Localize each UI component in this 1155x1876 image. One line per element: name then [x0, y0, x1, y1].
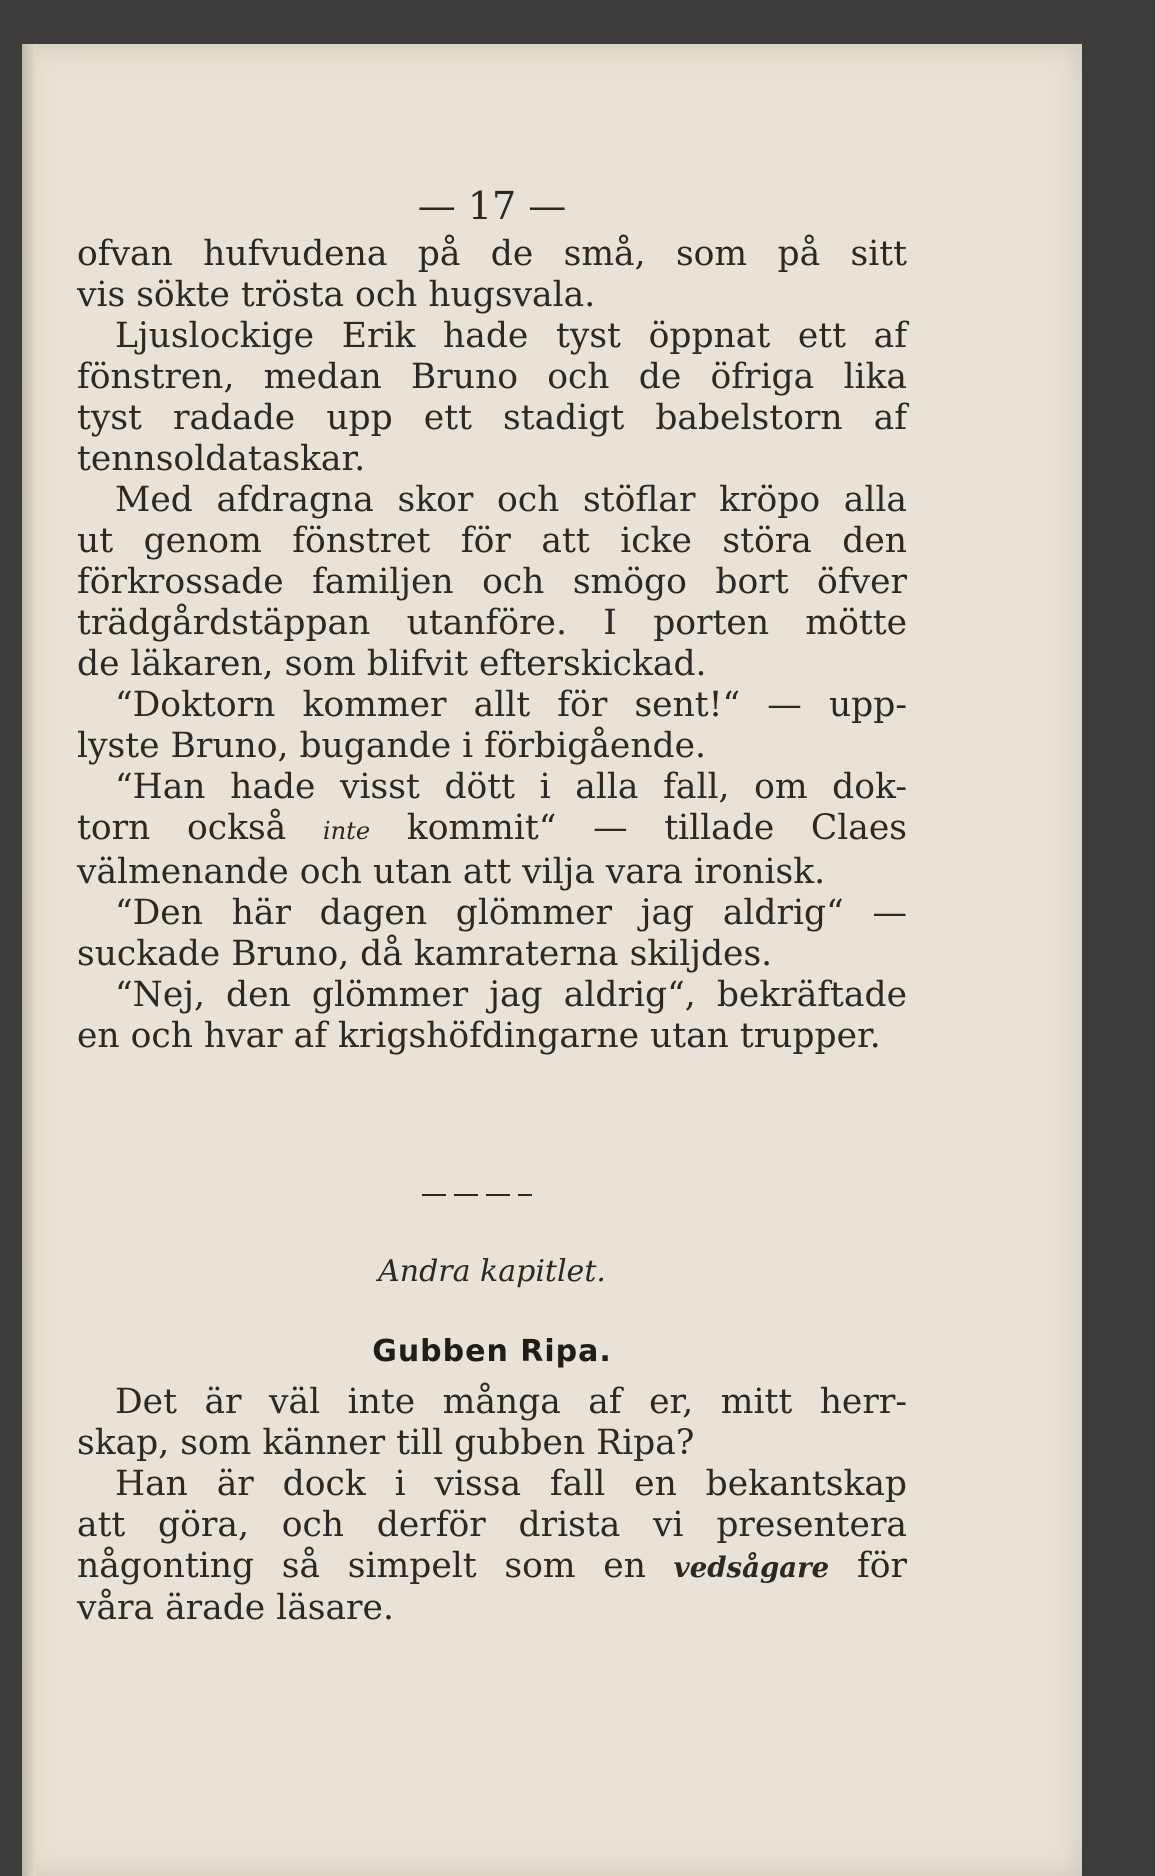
text-fragment: torn också: [77, 808, 323, 848]
text-line: suckade Bruno, då kamraterna skiljdes.: [77, 934, 773, 974]
text-line: vis sökte trösta och hugsvala.: [77, 275, 596, 315]
text-line: lyste Bruno, bugande i förbigående.: [77, 726, 707, 766]
text-line: skap, som känner till gubben Ripa?: [77, 1423, 695, 1463]
page-edge-shadow: [22, 44, 36, 1876]
text-line: Ljuslockige Erik hade tyst öppnat ett af: [115, 316, 907, 356]
text-line: trädgårdstäppan utanföre. I porten mötte: [77, 603, 907, 643]
book-page: [22, 44, 1082, 1876]
text-fragment: kommit“ — tillade Claes: [370, 808, 907, 848]
text-line: de läkaren, som blifvit efterskickad.: [77, 644, 707, 684]
section-divider: [422, 1194, 532, 1196]
text-line: ut genom fönstret för att icke störa den: [77, 521, 907, 561]
body-text-bottom: [77, 1382, 907, 1629]
text-line: “Den här dagen glömmer jag aldrig“ —: [115, 893, 907, 933]
page-number: — 17 —: [417, 184, 567, 228]
section-title: Gubben Ripa.: [372, 1334, 612, 1369]
text-line: en och hvar af krigshöfdingarne utan trupper.: [77, 1016, 881, 1056]
text-line: välmenande och utan att vilja vara ironisk.: [77, 852, 826, 892]
text-line: Det är väl inte många af er, mitt herr-: [115, 1382, 907, 1422]
italic-word: inte: [322, 817, 371, 845]
text-line: Med afdragna skor och stöflar kröpo alla: [115, 480, 907, 520]
text-line: att göra, och derför drista vi presentera: [77, 1505, 907, 1545]
text-fragment: någonting så simpelt som en: [77, 1546, 674, 1586]
text-line: ofvan hufvudena på de små, som på sitt: [77, 234, 907, 274]
text-fragment: för: [829, 1546, 907, 1586]
text-line: tyst radade upp ett stadigt babelstorn af: [77, 398, 907, 438]
text-line: fönstren, medan Bruno och de öfriga lika: [77, 357, 907, 397]
text-line: våra ärade läsare.: [77, 1588, 394, 1628]
body-text-top: [77, 234, 907, 1057]
text-line-with-italic: [77, 1546, 907, 1588]
text-line: Han är dock i vissa fall en bekantskap: [115, 1464, 907, 1504]
text-line: tennsoldataskar.: [77, 439, 366, 479]
italic-word: vedsågare: [673, 1551, 830, 1584]
text-line-with-italic: [77, 808, 907, 852]
text-line: “Doktorn kommer allt för sent!“ — upp-: [115, 685, 907, 725]
text-line: “Han hade visst dött i alla fall, om dok-: [115, 767, 907, 807]
text-line: “Nej, den glömmer jag aldrig“, bekräftade: [115, 975, 907, 1015]
chapter-heading: Andra kapitlet.: [378, 1254, 606, 1289]
text-line: förkrossade familjen och smögo bort öfver: [77, 562, 907, 602]
